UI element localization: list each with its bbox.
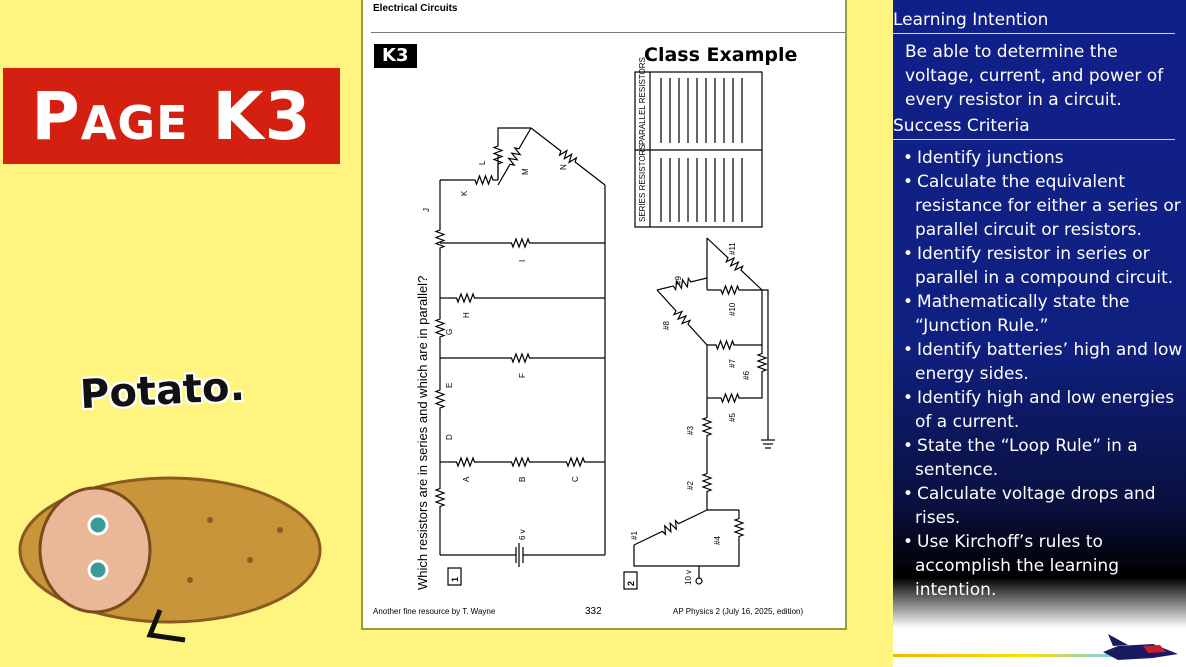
circuit-2-number: 2 (626, 580, 636, 586)
resistor-1 (503, 458, 538, 466)
resistor-13 (531, 128, 605, 185)
section-badge: K3 (374, 44, 417, 68)
resistor-11 (494, 130, 502, 180)
battery-1-label: 6 v (518, 529, 527, 540)
resistor-7 (657, 290, 707, 345)
resistor-label: C (571, 476, 580, 482)
resistor-7 (448, 294, 483, 302)
page-title-banner (3, 68, 340, 164)
resistor-6 (436, 298, 444, 358)
resistor-label: B (518, 476, 527, 482)
resistor-0 (634, 510, 707, 545)
resistor-label: M (521, 168, 530, 175)
success-criterion: • Identify high and low energies of a current. (903, 386, 1186, 434)
resistor-label: I (518, 259, 527, 262)
success-criterion: • Identify resistor in series or parallel in a compound circuit. (903, 242, 1186, 290)
success-criterion: • Identify batteries’ high and low energy sides. (903, 338, 1186, 386)
resistor-label: #10 (728, 302, 737, 316)
potato-character-image (10, 470, 330, 650)
resistor-5 (758, 345, 766, 380)
resistor-label: #7 (728, 359, 737, 368)
success-criterion: • Calculate the equivalent resistance for either a series or parallel circuit or resistors. (903, 170, 1186, 242)
resistor-label: #1 (630, 531, 639, 540)
terminal (696, 578, 702, 584)
resistor-label: J (422, 208, 431, 212)
resistor-label: E (445, 382, 454, 388)
question-text: Which resistors are in series and which are in parallel? (415, 275, 430, 590)
footer-credit: Another fine resource by T. Wayne (373, 607, 496, 616)
wire (634, 545, 739, 566)
resistor-5 (503, 354, 538, 362)
resistor-label: #8 (662, 321, 671, 330)
resistor-label: #9 (674, 276, 683, 285)
footer-strip (893, 628, 1186, 667)
learning-intention-text: Be able to determine the voltage, current, and power of every resistor in a circuit. (905, 42, 1164, 110)
resistor-label: #2 (686, 481, 695, 490)
series-resistors-label: SERIES RESISTORS (638, 144, 647, 222)
resistor-4 (715, 394, 745, 402)
resistor-label: D (445, 434, 454, 440)
rocket-trail (893, 654, 1113, 657)
class-example-title: Class Example (644, 44, 798, 66)
success-criterion: • Use Kirchoff’s rules to accomplish the learning intention. (903, 530, 1186, 602)
success-criterion: • Identify junctions (903, 146, 1186, 170)
resistor-label: H (462, 312, 471, 318)
resistor-label: #11 (728, 242, 737, 255)
footer-edition: AP Physics 2 (July 16, 2025, edition) (673, 607, 804, 616)
resistor-4 (436, 358, 444, 440)
battery-2-label: 10 v (684, 569, 693, 585)
resistor-3 (436, 440, 444, 555)
learning-panel (893, 0, 1186, 628)
resistor-9 (715, 286, 745, 294)
circuit-diagrams (363, 0, 849, 630)
resistor-10 (470, 176, 498, 184)
resistor-label: F (518, 373, 527, 378)
success-criterion: • Mathematically state the “Junction Rule.” (903, 290, 1186, 338)
resistor-9 (436, 180, 444, 298)
resistor-label: #6 (742, 371, 751, 380)
success-criterion: • State the “Loop Rule” in a sentence. (903, 434, 1186, 482)
resistor-6 (707, 341, 743, 349)
page-title: Page K3 (31, 77, 312, 155)
resistor-8 (503, 239, 538, 247)
resistor-label: G (445, 328, 454, 335)
wire (498, 128, 531, 130)
resistor-label: #4 (713, 536, 722, 545)
resistor-label: #5 (728, 413, 737, 422)
resistor-label: #3 (686, 426, 695, 435)
resistor-label: N (559, 164, 568, 170)
resistor-label: L (478, 160, 487, 165)
resistor-0 (448, 458, 483, 466)
resistor-2 (703, 398, 711, 455)
worksheet-page (361, 0, 847, 630)
success-criterion: • Calculate voltage drops and rises. (903, 482, 1186, 530)
resistor-2 (558, 458, 593, 466)
wire (745, 380, 762, 398)
rocket-icon (1098, 634, 1183, 664)
circuit-1-number: 1 (450, 576, 460, 582)
learning-intention-heading: Learning Intention (893, 10, 1175, 34)
page-number: 332 (585, 606, 602, 617)
parallel-resistors-label: PARALLEL RESISTORS (638, 57, 647, 145)
potato-caption: Potato. (78, 363, 246, 419)
resistor-1 (703, 455, 711, 510)
success-criteria-list (893, 146, 1186, 602)
resistor-label: A (462, 476, 471, 482)
resistor-3 (735, 510, 743, 545)
worksheet-header: Electrical Circuits (373, 3, 458, 14)
resistor-label: K (460, 190, 469, 196)
success-criteria-heading: Success Criteria (893, 116, 1175, 140)
